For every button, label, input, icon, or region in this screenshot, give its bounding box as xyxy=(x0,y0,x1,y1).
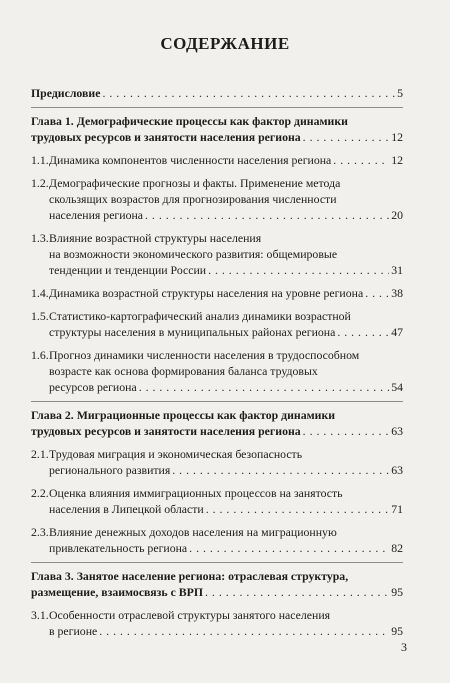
entry-title-line: структуры населения в муниципальных районах региона xyxy=(49,325,336,339)
entry-number: 1.6. xyxy=(31,348,49,362)
entry-number: 1.3. xyxy=(31,231,49,245)
entry-title-line: в регионе xyxy=(49,624,98,638)
toc-entry-2-1[interactable] xyxy=(31,446,403,478)
entry-title-line: Демографические прогнозы и факты. Применение метода xyxy=(49,176,341,190)
entry-title-line: Прогноз динамики численности населения в трудоспособном xyxy=(49,348,360,362)
entry-number: 1.1. xyxy=(31,153,49,167)
entry-number: 2.1. xyxy=(31,447,49,461)
toc-entry-1-5[interactable] xyxy=(31,308,403,340)
leader-dots xyxy=(303,423,390,439)
toc-entry-1-3[interactable] xyxy=(31,230,403,278)
entry-title-line: возрасте как основа формирования баланса трудовых xyxy=(49,364,318,378)
toc-entry-1-4[interactable] xyxy=(31,285,403,301)
leader-dots xyxy=(365,285,389,301)
leader-dots xyxy=(303,129,390,145)
page-number: 3 xyxy=(401,640,407,654)
divider xyxy=(31,107,403,108)
leader-dots xyxy=(337,324,389,340)
entry-page: 82 xyxy=(391,541,403,555)
entry-page: 54 xyxy=(391,380,403,394)
toc-entry-2-2[interactable] xyxy=(31,485,403,517)
entry-title-line: размещение, взаимосвязь с ВРП xyxy=(31,585,204,599)
entry-page: 63 xyxy=(391,424,403,438)
leader-dots xyxy=(172,462,389,478)
entry-title-line: Особенности отраслевой структуры занятого населения xyxy=(49,608,331,622)
leader-dots xyxy=(205,584,389,600)
toc-entry-chapter-1[interactable] xyxy=(31,113,403,145)
entry-page: 5 xyxy=(397,86,403,100)
entry-number: 1.5. xyxy=(31,309,49,323)
divider xyxy=(31,562,403,563)
entry-number: 2.2. xyxy=(31,486,49,500)
leader-dots xyxy=(208,262,389,278)
entry-title-line: Статистико-картографический анализ динамики возрастной xyxy=(49,309,351,323)
entry-title-line: населения региона xyxy=(49,208,144,222)
entry-title: Динамика компонентов численности населения региона xyxy=(49,153,332,167)
entry-title: Предисловие xyxy=(31,86,101,100)
entry-number: 1.4. xyxy=(31,286,49,300)
entry-title-line: населения в Липецкой области xyxy=(49,502,204,516)
page-title: СОДЕРЖАНИЕ xyxy=(160,34,290,53)
toc-entry-3-1[interactable] xyxy=(31,607,403,639)
entry-page: 71 xyxy=(391,502,403,516)
entry-page: 95 xyxy=(391,585,403,599)
leader-dots xyxy=(206,501,389,517)
entry-number: 1.2. xyxy=(31,176,49,190)
toc-entry-preface[interactable] xyxy=(31,85,403,101)
entry-number: 3.1. xyxy=(31,608,49,622)
entry-page: 12 xyxy=(391,153,403,167)
entry-title-line: Трудовая миграция и экономическая безопасность xyxy=(49,447,303,461)
entry-page: 31 xyxy=(391,263,403,277)
leader-dots xyxy=(99,623,389,639)
toc-entry-1-1[interactable] xyxy=(31,152,403,168)
entry-title-line: трудовых ресурсов и занятости населения региона xyxy=(31,424,301,438)
entry-page: 38 xyxy=(391,286,403,300)
toc-entry-1-6[interactable] xyxy=(31,347,403,395)
leader-dots xyxy=(189,540,389,556)
toc-entry-1-2[interactable] xyxy=(31,175,403,223)
entry-title-line: ресурсов региона xyxy=(49,380,137,394)
entry-title-line: трудовых ресурсов и занятости населения региона xyxy=(31,130,301,144)
entry-page: 95 xyxy=(391,624,403,638)
entry-number: 2.3. xyxy=(31,525,49,539)
entry-title-line: Влияние денежных доходов населения на миграционную xyxy=(49,525,337,539)
leader-dots xyxy=(102,85,395,101)
divider xyxy=(31,401,403,402)
entry-title-line: Влияние возрастной структуры населения xyxy=(49,231,262,245)
entry-page: 47 xyxy=(391,325,403,339)
entry-title-line: Глава 1. Демографические процессы как фактор динамики xyxy=(31,114,348,128)
entry-page: 63 xyxy=(391,463,403,477)
entry-title: Динамика возрастной структуры населения на уровне региона xyxy=(49,286,364,300)
entry-title-line: скользящих возрастов для прогнозирования численности xyxy=(49,192,337,206)
entry-page: 20 xyxy=(391,208,403,222)
toc-entry-chapter-3[interactable] xyxy=(31,568,403,600)
entry-title-line: тенденции и тенденции России xyxy=(49,263,207,277)
table-of-contents xyxy=(31,85,403,639)
leader-dots xyxy=(333,152,389,168)
entry-title-line: Оценка влияния иммиграционных процессов на занятость xyxy=(49,486,343,500)
leader-dots xyxy=(145,207,389,223)
entry-title-line: Глава 3. Занятое население региона: отраслевая структура, xyxy=(31,569,349,583)
entry-title-line: привлекательность региона xyxy=(49,541,188,555)
entry-page: 12 xyxy=(391,130,403,144)
entry-title-line: на возможности экономического развития: общемировые xyxy=(49,247,338,261)
entry-title-line: регионального развития xyxy=(49,463,171,477)
toc-entry-chapter-2[interactable] xyxy=(31,407,403,439)
toc-entry-2-3[interactable] xyxy=(31,524,403,556)
leader-dots xyxy=(139,379,390,395)
entry-title-line: Глава 2. Миграционные процессы как фактор динамики xyxy=(31,408,336,422)
